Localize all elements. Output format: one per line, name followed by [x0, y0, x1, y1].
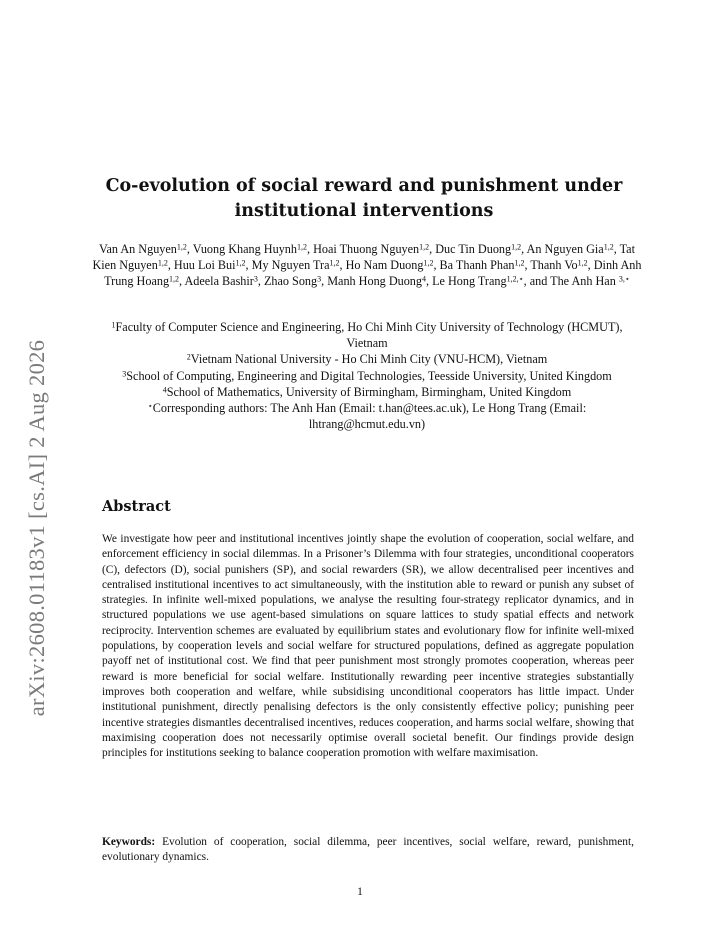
- author-affiliation-mark: 1,2: [235, 258, 246, 268]
- author: [530, 258, 593, 272]
- affiliation-mark: 4: [162, 385, 167, 395]
- keywords: [102, 835, 634, 866]
- author-affiliation-mark: 1,2: [329, 258, 340, 268]
- author-separator: ,: [426, 274, 433, 289]
- abstract-body: We investigate how peer and institutional incentives jointly shape the evolution of cooperation, social welfare, and enforcement efficiency in social dilemmas. In a Prisoner’s Dilemma with four strategies, unconditional cooperators (C), defectors (D), social punishers (SP), and social rewarders (SR), we allow decentralised peer incentives and centralised institutional incentives to act simultaneously, with the institution able to reward or punish any subset of strategies. In infinite well-mixed populations, we analyse the resulting four-strategy replicator dynamics, and in structured populations we use agent-based simulations on square lattices to study spatial effects and network reciprocity. Intervention schemes are evaluated by equilibrium states and evolutionary flow for infinite well-mixed populations, by cooperation levels and social welfare for structured populations, defined as aggregate population payoff net of institutional cost. We find that peer punishment most strongly promotes cooperation, whereas peer reward is more beneficial for social welfare. Institutionally rewarding peer incentive strategies substantially improves both cooperation and welfare, while subsidising unconditional cooperators has little impact. Under institutional punishment, directly penalising defectors is the only consistently effective policy; punishing peer incentive strategies dismantles decentralised incentives, reduces cooperation, and harms social welfare, showing that maximising cooperation does not necessarily optimise overall societal benefit. Our findings provide design principles for institutions seeking to balance cooperation promotion with welfare maximisation.: [102, 533, 634, 760]
- author-affiliation-mark: 1,2,⋆: [506, 274, 524, 284]
- affiliation-text: Faculty of Computer Science and Engineering, Ho Chi Minh City University of Technology (HCMUT), Vietnam: [115, 320, 623, 351]
- author: [174, 258, 252, 272]
- title-line-2: institutional interventions: [234, 201, 494, 221]
- affiliation-mark: 3: [122, 369, 127, 379]
- author-name: Hoai Thuong Nguyen: [313, 242, 420, 256]
- author-name: Manh Hong Duong: [327, 274, 422, 289]
- author-separator: ,: [167, 258, 174, 273]
- author: [527, 242, 620, 256]
- author-affiliation-mark: 4: [422, 274, 426, 284]
- author-affiliation-mark: 3: [317, 274, 322, 284]
- author-name: Vuong Khang Huynh: [192, 242, 297, 256]
- author-name: Ho Nam Duong: [345, 258, 424, 273]
- author: [184, 274, 263, 288]
- author-affiliation-mark: 1,2: [514, 258, 525, 268]
- author-affiliation-mark: 1,2: [169, 274, 180, 284]
- author: [313, 242, 435, 256]
- author-affiliation-mark: 1,2: [419, 242, 430, 252]
- author-separator: ,: [306, 242, 314, 256]
- affiliation-mark: ⋆: [147, 401, 153, 411]
- title-line-1: Co-evolution of social reward and punishment under: [105, 176, 623, 196]
- arxiv-identifier-text: arXiv:2608.01183v1 [cs.AI] 2 Aug 2026: [24, 339, 49, 717]
- author: [99, 242, 193, 256]
- author-name: Ba Thanh Phan: [439, 258, 515, 273]
- author-separator: ,: [245, 258, 252, 273]
- author-separator: ,: [433, 258, 440, 273]
- page-number: 1: [357, 886, 363, 898]
- keywords-label: Keywords:: [102, 836, 156, 848]
- author-separator: , and: [523, 274, 551, 289]
- author-affiliation-mark: 1,2: [176, 242, 187, 252]
- author-affiliation-mark: 1,2: [511, 242, 522, 252]
- author-separator: ,: [429, 242, 436, 256]
- author: [264, 274, 327, 288]
- author-name: The Anh Han: [550, 274, 619, 289]
- affiliation-text: School of Mathematics, University of Birmingham, Birmingham, United Kingdom: [166, 384, 572, 399]
- author-separator: ,: [257, 274, 264, 289]
- author-name: Thanh Vo: [530, 258, 578, 273]
- affiliation: [100, 368, 634, 384]
- author-name: Zhao Song: [263, 274, 318, 289]
- author-name: Tat Kien Nguyen: [92, 242, 635, 273]
- abstract-heading: Abstract: [102, 498, 171, 515]
- affiliation-text: Corresponding authors: The Anh Han (Email: t.han@tees.ac.uk), Le Hong Trang (Email: lhtrang@hcmut.edu.vn): [152, 401, 587, 432]
- author-name: Dinh Anh Trung Hoang: [104, 258, 642, 289]
- keywords-text: Evolution of cooperation, social dilemma, peer incentives, social welfare, reward, punishment, evolutionary dynamics.: [102, 836, 634, 864]
- affiliation: [100, 400, 634, 432]
- author-name: Duc Tin Duong: [435, 242, 512, 256]
- author-affiliation-mark: 1,2: [296, 242, 307, 252]
- author: [252, 258, 346, 272]
- author: [432, 274, 550, 288]
- affiliation-list: [100, 319, 634, 432]
- author-name: Le Hong Trang: [432, 274, 507, 289]
- affiliation: [100, 351, 634, 367]
- author: [193, 242, 313, 256]
- author-affiliation-mark: 3,⋆: [618, 274, 630, 284]
- author-list: [92, 241, 642, 290]
- author-affiliation-mark: 3: [253, 274, 258, 284]
- affiliation-mark: 2: [186, 352, 191, 362]
- author: [550, 274, 630, 288]
- author: [435, 242, 526, 256]
- author-affiliation-mark: 1,2: [603, 242, 614, 252]
- author-name: Huu Loi Bui: [173, 258, 236, 273]
- author-separator: ,: [587, 258, 594, 273]
- affiliation-text: School of Computing, Engineering and Digital Technologies, Teesside University, United Kingdom: [126, 368, 612, 383]
- author-name: My Nguyen Tra: [251, 258, 330, 273]
- author-separator: ,: [186, 242, 193, 256]
- arxiv-identifier: [17, 339, 57, 717]
- affiliation-text: Vietnam National University - Ho Chi Minh City (VNU-HCM), Vietnam: [190, 352, 548, 367]
- affiliation: [100, 384, 634, 400]
- author: [346, 258, 440, 272]
- author-affiliation-mark: 1,2: [423, 258, 434, 268]
- author-name: Van An Nguyen: [99, 242, 177, 256]
- author-separator: ,: [613, 242, 620, 256]
- author: [327, 274, 432, 288]
- author-separator: ,: [339, 258, 346, 273]
- author-affiliation-mark: 1,2: [577, 258, 588, 268]
- author-name: An Nguyen Gia: [526, 242, 604, 256]
- paper-title: [80, 174, 648, 224]
- affiliation: [100, 319, 634, 351]
- author-separator: ,: [179, 274, 185, 289]
- author-separator: ,: [521, 242, 527, 256]
- author-affiliation-mark: 1,2: [157, 258, 168, 268]
- author-separator: ,: [524, 258, 531, 273]
- author-separator: ,: [321, 274, 328, 289]
- author: [440, 258, 531, 272]
- author-name: Adeela Bashir: [184, 274, 254, 289]
- affiliation-mark: 1: [111, 320, 116, 330]
